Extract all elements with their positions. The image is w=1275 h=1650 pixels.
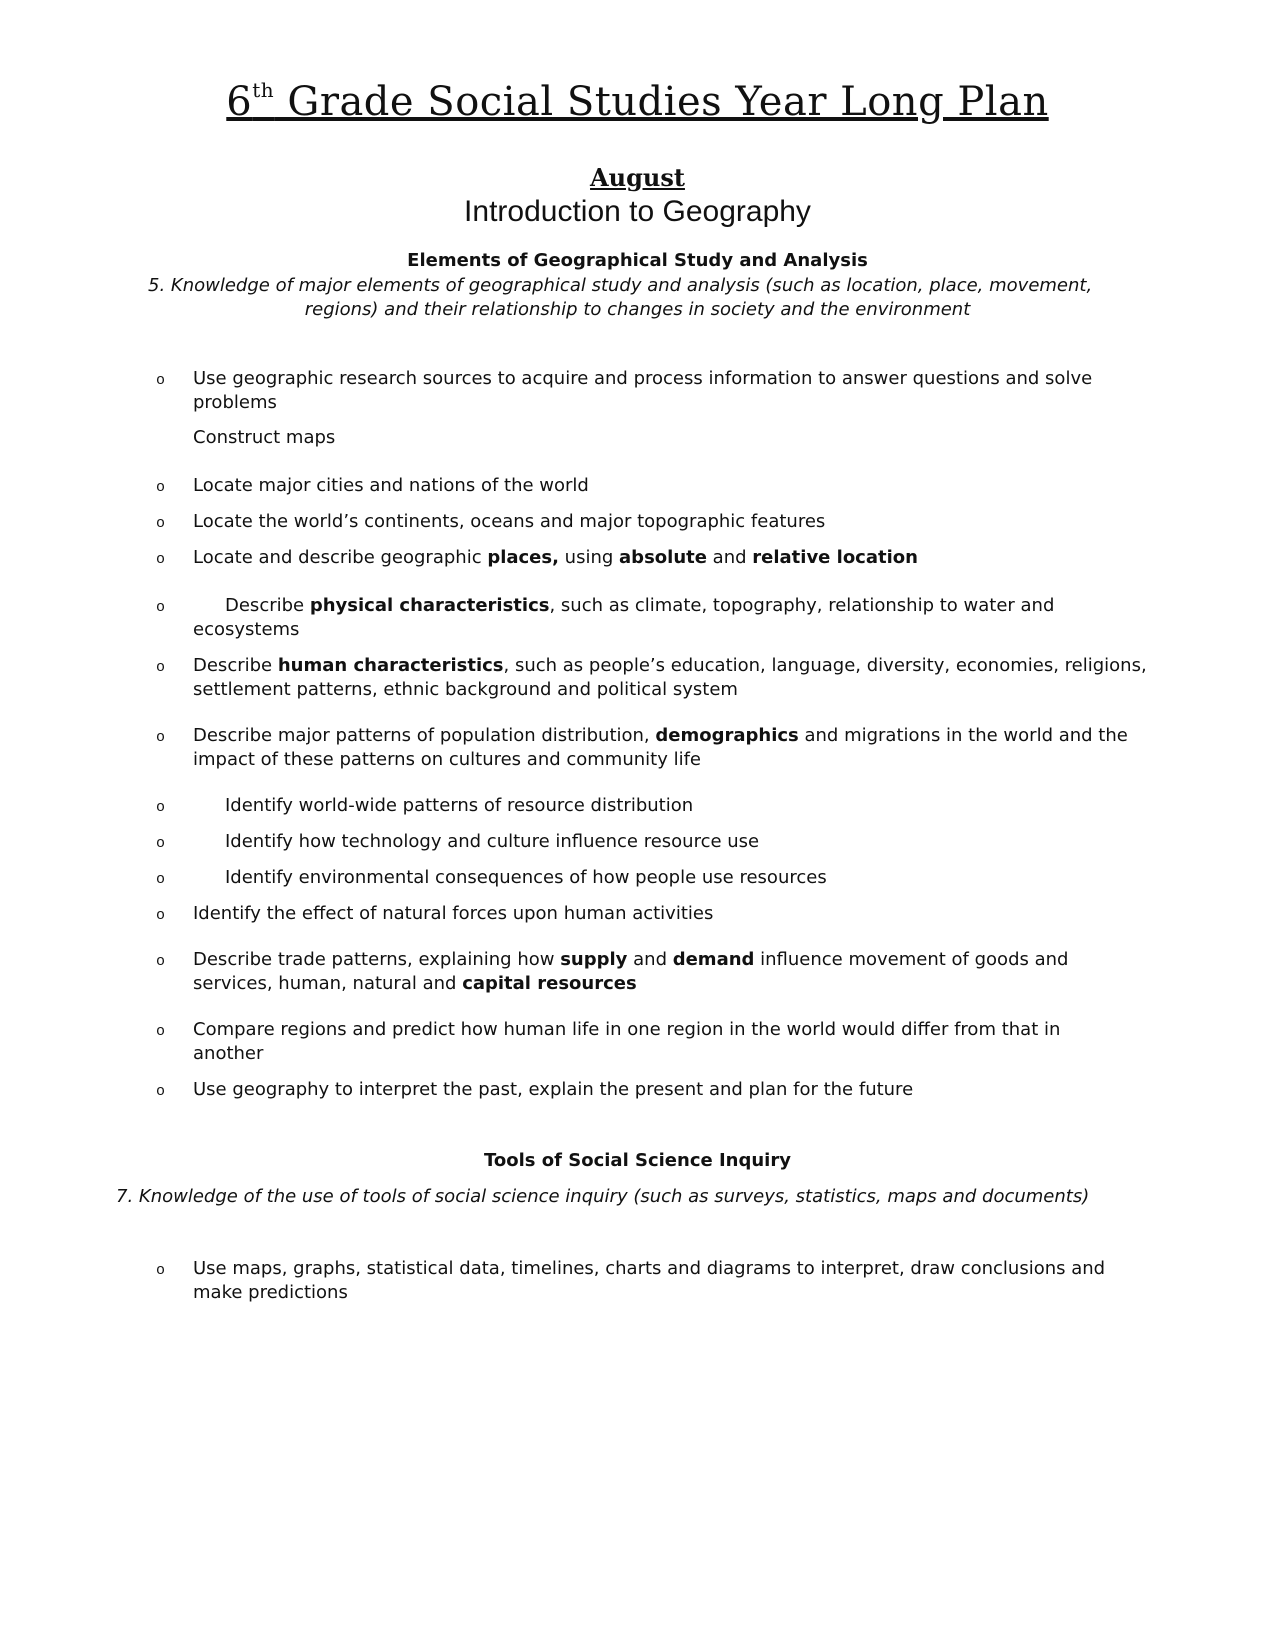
bullet-marker: o	[156, 551, 166, 568]
list-item: Describe trade patterns, explaining how supply and demand influence movement of goods and services, human, natural and capital resources	[193, 949, 1069, 994]
list-item: Use geographic research sources to acquire and process information to answer questions and solve problems	[193, 368, 1093, 413]
standard-5-line1: 5. Knowledge of major elements of geographical study and analysis (such as location, place, movement,	[148, 275, 1093, 296]
list-item: Describe human characteristics, such as people’s education, language, diversity, economies, religions, settlement patterns, ethnic background and political system	[193, 655, 1147, 700]
page-title: 6th Grade Social Studies Year Long Plan	[226, 78, 1049, 125]
bullet-marker: o	[156, 1262, 166, 1279]
list-item: Use geography to interpret the past, explain the present and plan for the future	[193, 1079, 914, 1100]
unit-topic: Introduction to Geography	[464, 195, 811, 228]
month-heading: August	[590, 163, 685, 192]
bullet-marker: o	[156, 799, 166, 816]
standard-5-line2: regions) and their relationship to changes in society and the environment	[304, 299, 971, 320]
bullet-marker: o	[156, 372, 166, 389]
list-item: Identify world-wide patterns of resource distribution	[225, 795, 694, 816]
list-item: Identify the effect of natural forces upon human activities	[193, 903, 714, 924]
list-item: Identify environmental consequences of how people use resources	[225, 867, 827, 888]
list-item: Compare regions and predict how human life in one region in the world would differ from that in another	[193, 1019, 1061, 1064]
list-item: Describe physical characteristics, such as climate, topography, relationship to water and ecosystems	[193, 595, 1055, 640]
bullet-marker: o	[156, 1023, 166, 1040]
list-item: Describe major patterns of population distribution, demographics and migrations in the world and the impact of these patterns on cultures and community life	[193, 725, 1128, 770]
bullet-marker: o	[156, 907, 166, 924]
bullet-marker: o	[156, 479, 166, 496]
list-item: Locate the world’s continents, oceans and major topographic features	[193, 511, 826, 532]
bullet-marker: o	[156, 1083, 166, 1100]
list-item: Locate major cities and nations of the world	[193, 475, 589, 496]
section-heading-elements: Elements of Geographical Study and Analysis	[407, 250, 868, 271]
list-item: Identify how technology and culture influence resource use	[225, 831, 760, 852]
bullet-marker: o	[156, 953, 166, 970]
bullet-marker: o	[156, 599, 166, 616]
list-item: Locate and describe geographic places, using absolute and relative location	[193, 547, 918, 568]
bullet-marker: o	[156, 871, 166, 888]
bullet-marker: o	[156, 659, 166, 676]
title-superscript: th	[252, 78, 275, 102]
list-item: Use maps, graphs, statistical data, timelines, charts and diagrams to interpret, draw conclusions and make predictions	[193, 1258, 1106, 1303]
section-heading-tools: Tools of Social Science Inquiry	[484, 1150, 791, 1171]
standard-7: 7. Knowledge of the use of tools of social science inquiry (such as surveys, statistics, maps and documents)	[116, 1186, 1090, 1207]
list-item: Construct maps	[193, 427, 336, 448]
bullet-marker: o	[156, 515, 166, 532]
bullet-marker: o	[156, 729, 166, 746]
bullet-marker: o	[156, 835, 166, 852]
